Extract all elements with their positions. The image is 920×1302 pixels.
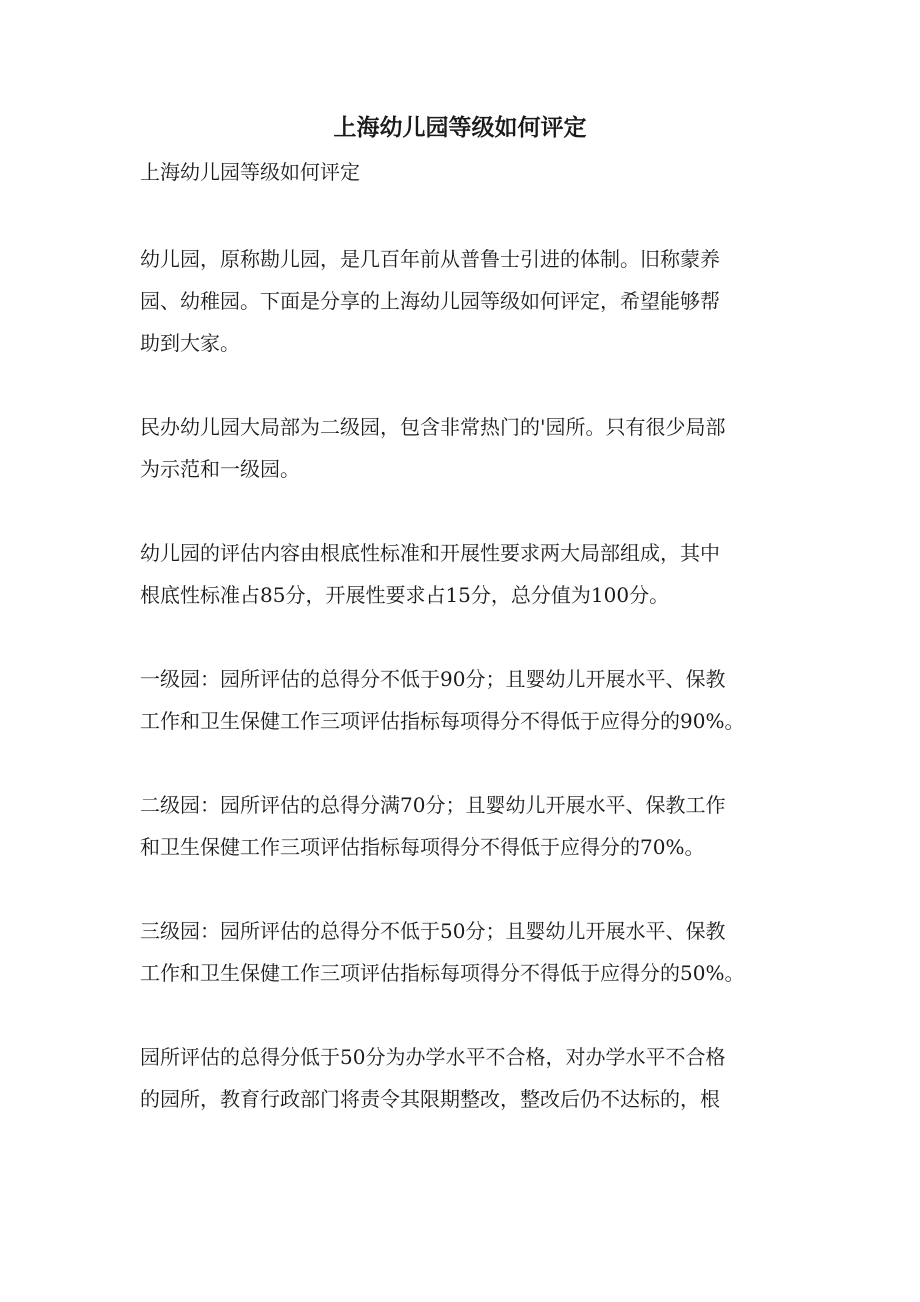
paragraph-intro [140, 238, 780, 364]
document-subtitle: 上海幼儿园等级如何评定 [140, 160, 360, 184]
paragraph-line: 工作和卫生保健工作三项评估指标每项得分不得低于应得分的90%。 [140, 709, 745, 733]
paragraph-line: 幼儿园的评估内容由根底性标准和开展性要求两大局部组成，其中 [140, 541, 720, 565]
paragraph-line: 助到大家。 [140, 331, 240, 355]
paragraph-line: 园、幼稚园。下面是分享的上海幼儿园等级如何评定，希望能够帮 [140, 289, 720, 313]
paragraph-evaluation-content [140, 532, 780, 616]
paragraph-line: 为示范和一级园。 [140, 457, 300, 481]
paragraph-line: 园所评估的总得分低于50分为办学水平不合格，对办学水平不合格 [140, 1045, 726, 1069]
paragraph-line: 根底性标准占85分，开展性要求占15分，总分值为100分。 [140, 583, 670, 607]
paragraph-line: 三级园：园所评估的总得分不低于50分；且婴幼儿开展水平、保教 [140, 919, 726, 943]
document-title: 上海幼儿园等级如何评定 [333, 114, 587, 141]
paragraph-private-kindergartens [140, 406, 780, 490]
paragraph-line: 工作和卫生保健工作三项评估指标每项得分不得低于应得分的50%。 [140, 961, 745, 985]
paragraph-line: 一级园：园所评估的总得分不低于90分；且婴幼儿开展水平、保教 [140, 667, 726, 691]
paragraph-line: 的园所，教育行政部门将责令其限期整改，整改后仍不达标的，根 [140, 1087, 720, 1111]
paragraph-level-three [140, 910, 780, 994]
paragraph-line: 二级园：园所评估的总得分满70分；且婴幼儿开展水平、保教工作 [140, 793, 726, 817]
paragraph-line: 和卫生保健工作三项评估指标每项得分不得低于应得分的70%。 [140, 835, 705, 859]
paragraph-unqualified [140, 1036, 780, 1120]
paragraph-line: 幼儿园，原称勘儿园，是几百年前从普鲁士引进的体制。旧称蒙养 [140, 247, 720, 271]
paragraph-level-one [140, 658, 780, 742]
paragraph-line: 民办幼儿园大局部为二级园，包含非常热门的'园所。只有很少局部 [140, 415, 726, 439]
paragraph-level-two [140, 784, 780, 868]
